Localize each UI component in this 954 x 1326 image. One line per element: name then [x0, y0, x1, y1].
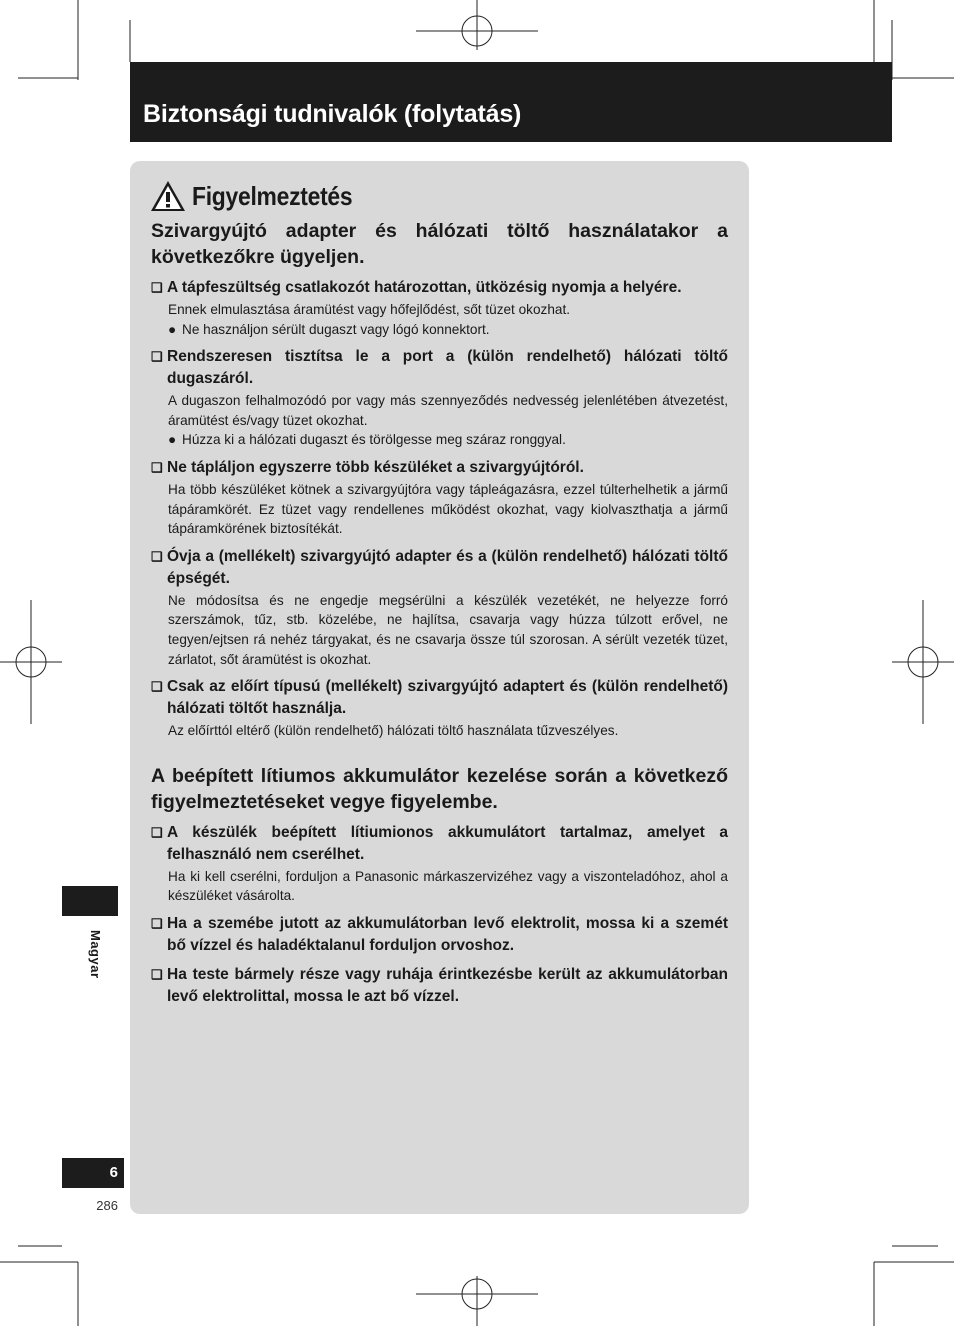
checkbox-icon: ❏ — [151, 548, 163, 564]
checkbox-icon: ❏ — [151, 679, 163, 695]
item-body: Az előírttól eltérő (külön rendelhető) hálózati töltő használata tűzveszélyes. — [168, 723, 619, 739]
language-label: Magyar — [88, 930, 103, 979]
item-title: Rendszeresen tisztítsa le a port a (külön rendelhető) hálózati töltő dugaszáról. — [167, 348, 728, 388]
list-item — [151, 277, 728, 339]
list-item — [151, 964, 728, 1008]
bullet-icon: ● — [168, 321, 177, 337]
list-item — [151, 822, 728, 906]
item-bullet: Ne használjon sérült dugaszt vagy lógó konnektort. — [182, 321, 490, 337]
item-body: Ha több készüléket kötnek a szivargyújtóra vagy tápleágazásra, ezzel túlterhelhetik a jármű tápáramkörét. Ez tüzet vagy rendellenes működést okozhat, vagy kiolvaszthatja a jármű tápáramkörének biztosítékát. — [168, 481, 728, 537]
bullet-icon: ● — [168, 432, 177, 448]
warning-triangle-icon — [150, 180, 186, 212]
language-tab — [62, 886, 118, 916]
section-heading: Szivargyújtó adapter és hálózati töltő használatakor a következőkre ügyeljen. — [151, 220, 728, 268]
item-title: Csak az előírt típusú (mellékelt) szivargyújtó adaptert és (külön rendelhető) hálózati töltőt használja. — [167, 678, 728, 718]
item-body: Ne módosítsa és ne engedje megsérülni a készülék vezetékét, ne helyezze forró szerszámok, tűz, stb. közelébe, ne hajlítsa, csavarja vagy húzza túlzott erővel, ne tegyen/ejtsen rá nehéz tárgyakat, és ne csavarja össze túl szorosan. A sérült vezeték tüzet, zárlatot, sőt áramütést is okozhat. — [168, 592, 728, 667]
item-title: Óvja a (mellékelt) szivargyújtó adapter és a (külön rendelhető) hálózati töltő épségét. — [167, 547, 728, 587]
item-title: A tápfeszültség csatlakozót határozottan, ütközésig nyomja a helyére. — [167, 279, 682, 296]
checkbox-icon: ❏ — [151, 459, 163, 475]
checkbox-icon: ❏ — [151, 349, 163, 365]
page-number: 6 — [109, 1164, 118, 1181]
checkbox-icon: ❏ — [151, 915, 163, 931]
warning-content — [151, 218, 728, 1008]
item-bullet: Húzza ki a hálózati dugaszt és törölgesse meg száraz ronggyal. — [182, 432, 566, 448]
item-body: Ha ki kell cserélni, forduljon a Panasonic márkaszervizéhez vagy a viszonteladóhoz, ahol a készüléket vásárolta. — [168, 868, 728, 904]
item-title: Ne tápláljon egyszerre több készüléket a szivargyújtóról. — [167, 458, 584, 476]
list-item — [151, 457, 728, 539]
list-item — [151, 913, 728, 957]
section-heading: A beépített lítiumos akkumulátor kezelése során a következő figyelmeztetéseket vegye figyelembe. — [151, 764, 728, 813]
list-item — [151, 676, 728, 741]
item-body: A dugaszon felhalmozódó por vagy más szennyeződés nedvesség jelenlétében átvezetést, áramütést és/vagy tüzet okozhat. — [168, 393, 728, 428]
item-title: Ha teste bármely része vagy ruhája érintkezésbe került az akkumulátorban levő elektrolittal, mossa le azt bő vízzel. — [167, 965, 728, 1005]
checkbox-icon: ❏ — [151, 824, 163, 840]
list-item — [151, 346, 728, 450]
item-title: A készülék beépített lítiumionos akkumulátort tartalmaz, amelyet a felhasználó nem cserélhet. — [167, 823, 728, 863]
warning-heading — [150, 178, 374, 214]
page-index: 286 — [96, 1198, 118, 1213]
page-title: Biztonsági tudnivalók (folytatás) — [143, 100, 522, 128]
item-body: Ennek elmulasztása áramütést vagy hőfejlődést, sőt tüzet okozhat. — [168, 302, 570, 317]
checkbox-icon: ❏ — [151, 280, 163, 295]
item-title: Ha a szemébe jutott az akkumulátorban levő elektrolit, mossa ki a szemét bő vízzel és haladéktalanul forduljon orvoshoz. — [167, 914, 728, 954]
list-item — [151, 546, 728, 669]
warning-title: Figyelmeztetés — [192, 180, 353, 211]
checkbox-icon: ❏ — [151, 966, 163, 982]
